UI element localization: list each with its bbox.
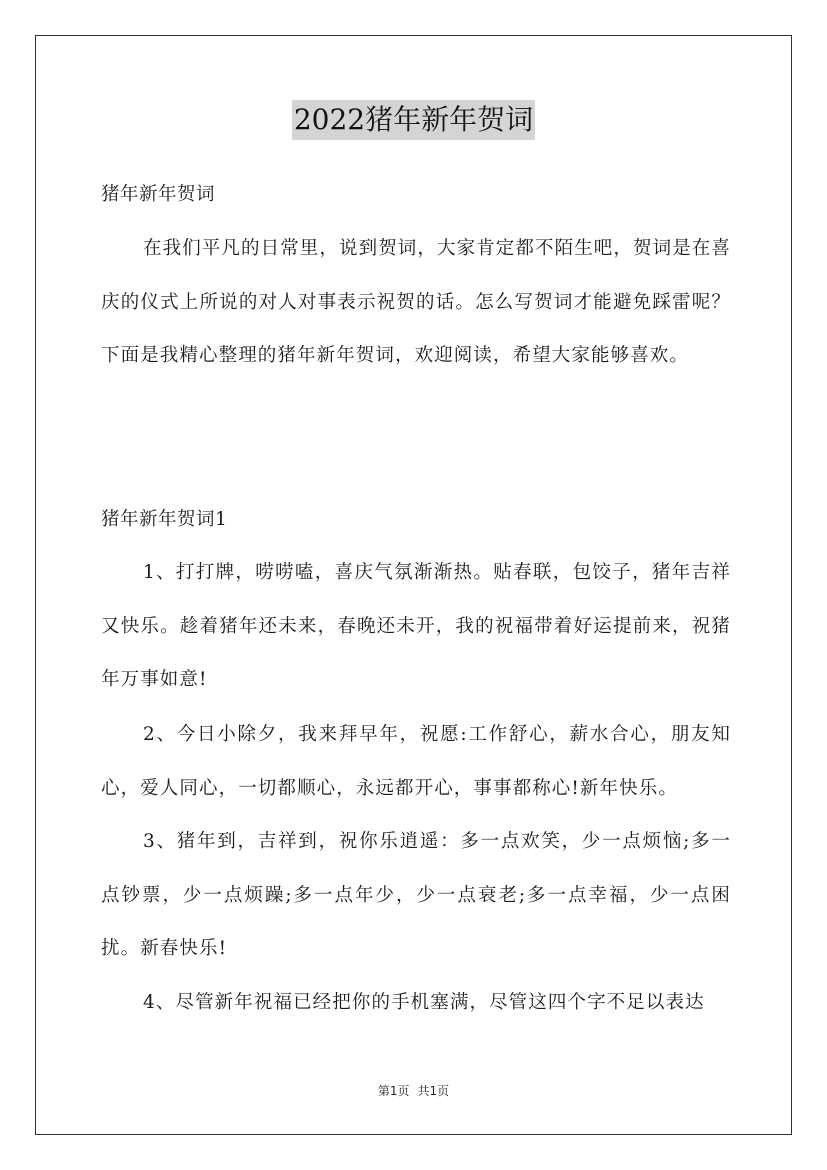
greeting-item-1: 1、打打牌，唠唠嗑，喜庆气氛渐渐热。贴春联，包饺子，猪年吉祥又快乐。趁着猪年还未来，春晚还未开，我的祝福带着好运提前来，祝猪年万事如意! [101,562,731,690]
intro-paragraph: 在我们平凡的日常里，说到贺词，大家肯定都不陌生吧，贺词是在喜庆的仪式上所说的对人对事表示祝贺的话。怎么写贺词才能避免踩雷呢？下面是我精心整理的猪年新年贺词，欢迎阅读，希望大家能够喜欢。 [101,238,732,366]
page-footer [0,1082,827,1099]
greeting-item-4: 4、尽管新年祝福已经把你的手机塞满，尽管这四个字不足以表达 [143,992,705,1013]
subtitle-heading: 猪年新年贺词 [101,184,216,205]
section-heading: 猪年新年贺词1 [101,509,228,530]
greeting-item-3: 3、猪年到，吉祥到，祝你乐逍遥：多一点欢笑，少一点烦恼;多一点钞票，少一点烦躁;多一点年少，少一点衰老;多一点幸福，少一点困扰。新春快乐! [101,831,731,959]
document-title: 2022猪年新年贺词 [292,100,535,140]
greeting-item-2: 2、今日小除夕，我来拜早年，祝愿:工作舒心，薪水合心，朋友知心，爱人同心，一切都顺心，永远都开心，事事都称心!新年快乐。 [101,724,731,799]
title-container [0,100,827,140]
page-number-current: 第1页 [377,1084,410,1098]
page-number-total: 共1页 [417,1084,450,1098]
